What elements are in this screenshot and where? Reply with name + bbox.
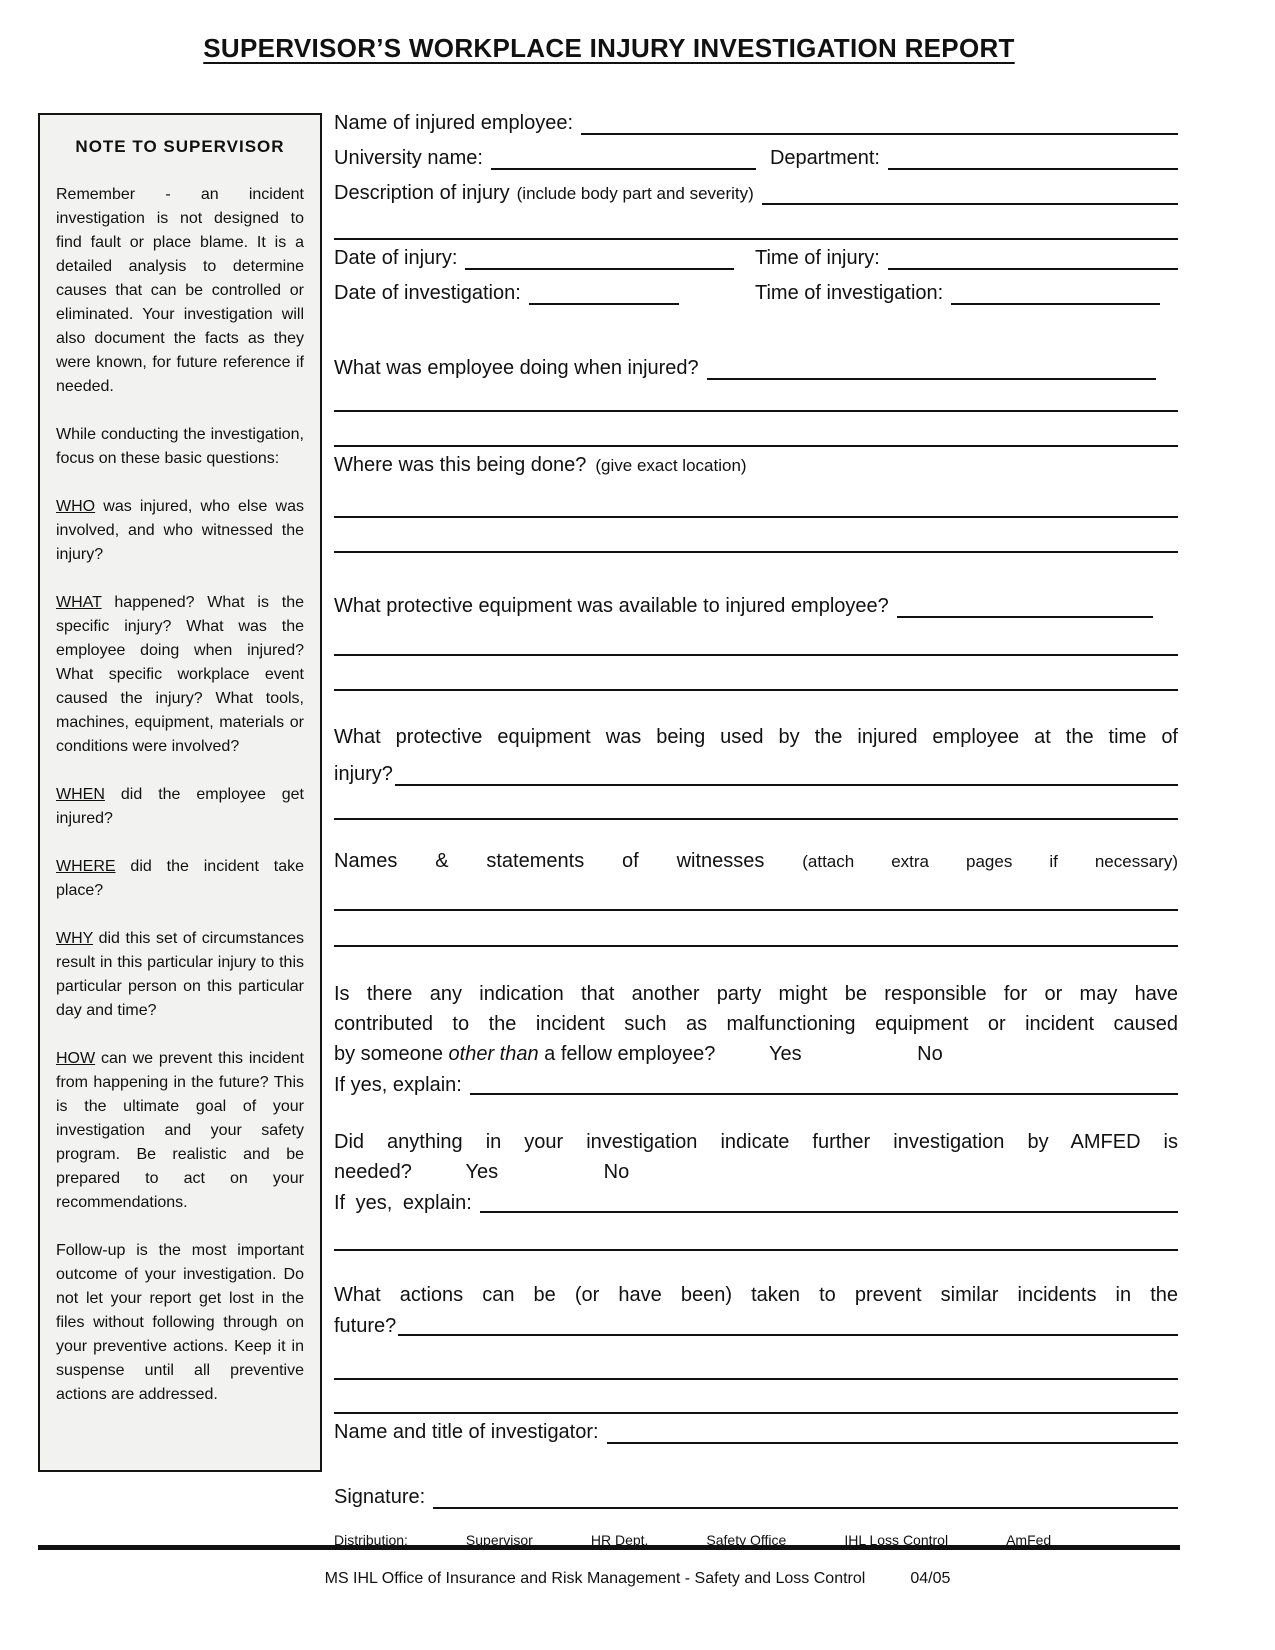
actions-row [334,1311,1178,1341]
note-question-what: WHAT happened? What is the specific injury? What was the employee doing when injured? What specific workplace event caused the injury? What tools, machines, equipment, materials or conditions were involved? [56,594,304,755]
distribution-label: Distribution: [334,1532,408,1548]
department-field[interactable] [888,168,1178,170]
signature-row [334,1479,1178,1514]
employee-activity-field[interactable] [707,378,1156,380]
where-lead: WHERE [56,858,116,875]
ppe-used-label: injury? [334,763,393,785]
other-party-question-line3: by someone other than a fellow employee? Yes No [334,1040,1178,1070]
employee-activity-row [334,350,1178,385]
footer-text: MS IHL Office of Insurance and Risk Management - Safety and Loss Control [324,1570,866,1587]
amfed-no-option[interactable]: No [603,1161,630,1183]
who-lead: WHO [56,498,96,515]
injury-description-field[interactable] [762,203,1178,205]
date-of-investigation-label: Date of investigation: [334,282,521,304]
other-party-no-option[interactable]: No [917,1043,943,1065]
note-question-when: WHEN did the employee get injured? [56,786,304,827]
other-than-emphasis: other than [448,1043,539,1065]
time-of-injury-field[interactable] [888,268,1178,270]
note-paragraph-followup: Follow-up is the most important outcome of your investigation. Do not let your report get lost in the files without following through on your preventive actions. Keep it in suspense until all preventive actions are addressed. [56,1242,304,1403]
note-paragraph-remember: Remember - an incident investigation is not designed to find fault or place blame. It is a detailed analysis to determine causes that can be controlled or eliminated. Your investigation will also document the facts as they were known, for future reference if needed. [56,186,304,395]
employee-activity-line3-field[interactable] [334,412,1178,447]
what-lead: WHAT [56,594,102,611]
amfed-question-line1: Did anything in your investigation indicate further investigation by AMFED is [334,1131,1178,1153]
preventive-actions-field[interactable] [398,1334,1178,1336]
description-label: Description of injury [334,182,510,204]
other-party-explain-row [334,1070,1178,1100]
time-of-investigation-label: Time of investigation: [755,282,944,304]
ppe-available-line3-field[interactable] [334,656,1178,691]
amfed-explain-field[interactable] [480,1211,1178,1213]
distribution-item: Supervisor [465,1532,533,1548]
location-row [334,447,1178,482]
date-of-investigation-field[interactable] [529,303,679,305]
distribution-item: HR Dept. [590,1532,649,1548]
distribution-item: Safety Office [706,1532,787,1548]
distribution-item: AmFed [1006,1532,1052,1548]
preventive-actions-line3-field[interactable] [334,1380,1178,1414]
ppe-used-field[interactable] [395,784,1178,786]
amfed-question-line2: needed? Yes No [334,1158,1178,1188]
university-name-field[interactable] [491,168,756,170]
employee-activity-label: What was employee doing when injured? [334,357,699,379]
actions-question-line1: What actions can be (or have been) taken to prevent similar incidents in the [334,1284,1178,1306]
description-row [334,175,1178,210]
witnesses-label: Names & statements of witnesses [334,850,765,872]
university-department-row [334,140,1178,175]
location-label: Where was this being done? [334,454,587,476]
note-to-supervisor-box [38,113,322,1472]
employee-activity-line2-field[interactable] [334,385,1178,412]
note-paragraph-while: While conducting the investigation, focus on these basic questions: [56,426,304,467]
investigator-row [334,1414,1178,1449]
amfed-explain-row [334,1188,1178,1218]
date-of-injury-label: Date of injury: [334,247,458,269]
ppe-used-row [334,756,1178,791]
location-line2-field[interactable] [334,518,1178,553]
university-label: University name: [334,147,483,169]
actions-label: future? [334,1315,397,1337]
other-party-if-yes-label: If yes, explain: [334,1074,462,1096]
form-body [334,105,1178,1550]
other-party-question-line2: contributed to the incident such as malfunctioning equipment or incident caused [334,1013,1178,1035]
description-note: (include body part and severity) [516,184,754,203]
how-lead: HOW [56,1050,96,1067]
date-of-injury-field[interactable] [465,268,734,270]
department-label: Department: [769,147,880,169]
injury-description-line2-field[interactable] [334,210,1178,240]
time-of-injury-label: Time of injury: [755,247,880,269]
page-footer [0,1568,1275,1590]
distribution-item: IHL Loss Control [844,1532,949,1548]
location-note: (give exact location) [595,456,747,475]
time-of-investigation-field[interactable] [951,303,1160,305]
ppe-available-line2-field[interactable] [334,623,1178,656]
investigator-label: Name and title of investigator: [334,1421,599,1443]
other-party-yes-option[interactable]: Yes [768,1043,802,1065]
witnesses-line1-field[interactable] [334,880,1178,911]
note-heading: NOTE TO SUPERVISOR [75,137,285,156]
name-label: Name of injured employee: [334,112,574,134]
signature-field[interactable] [433,1507,1178,1509]
location-line1-field[interactable] [334,482,1178,518]
ppe-available-label: What protective equipment was available to injured employee? [334,595,889,617]
footer-version: 04/05 [910,1570,951,1587]
witnesses-line2-field[interactable] [334,911,1178,947]
footer-divider [38,1545,1180,1550]
witnesses-note: (attach extra pages if necessary) [802,852,1178,871]
note-question-how: HOW can we prevent this incident from happening in the future? This is the ultimate goal of your investigation and your safety program. Be realistic and be prepared to act on your recommendations. [56,1050,304,1211]
other-party-question-line1: Is there any indication that another party might be responsible for or may have [334,983,1178,1005]
ppe-available-field[interactable] [897,616,1153,618]
note-question-who: WHO was injured, who else was involved, and who witnessed the injury? [56,498,304,563]
ppe-available-row [334,588,1178,623]
preventive-actions-line2-field[interactable] [334,1341,1178,1380]
amfed-yes-option[interactable]: Yes [465,1161,499,1183]
date-time-injury-row [334,240,1178,275]
note-question-why: WHY did this set of circumstances result in this particular injury to this particular person on this particular day and time? [56,930,304,1019]
when-lead: WHEN [56,786,105,803]
other-party-explain-field[interactable] [470,1093,1178,1095]
investigator-name-field[interactable] [607,1442,1178,1444]
signature-label: Signature: [334,1486,426,1508]
amfed-if-yes-label: If yes, explain: [334,1192,472,1214]
witnesses-row [334,845,1178,880]
amfed-explain-line2-field[interactable] [334,1218,1178,1251]
note-question-where: WHERE did the incident take place? [56,858,304,899]
ppe-used-line2-field[interactable] [334,791,1178,820]
why-lead: WHY [56,930,94,947]
name-row [334,105,1178,140]
injured-employee-name-field[interactable] [581,133,1178,135]
ppe-used-question-line1: What protective equipment was being used by the injured employee at the time of [334,726,1178,748]
date-time-investigation-row [334,275,1178,310]
page-title: SUPERVISOR’S WORKPLACE INJURY INVESTIGATION REPORT [203,33,1015,63]
